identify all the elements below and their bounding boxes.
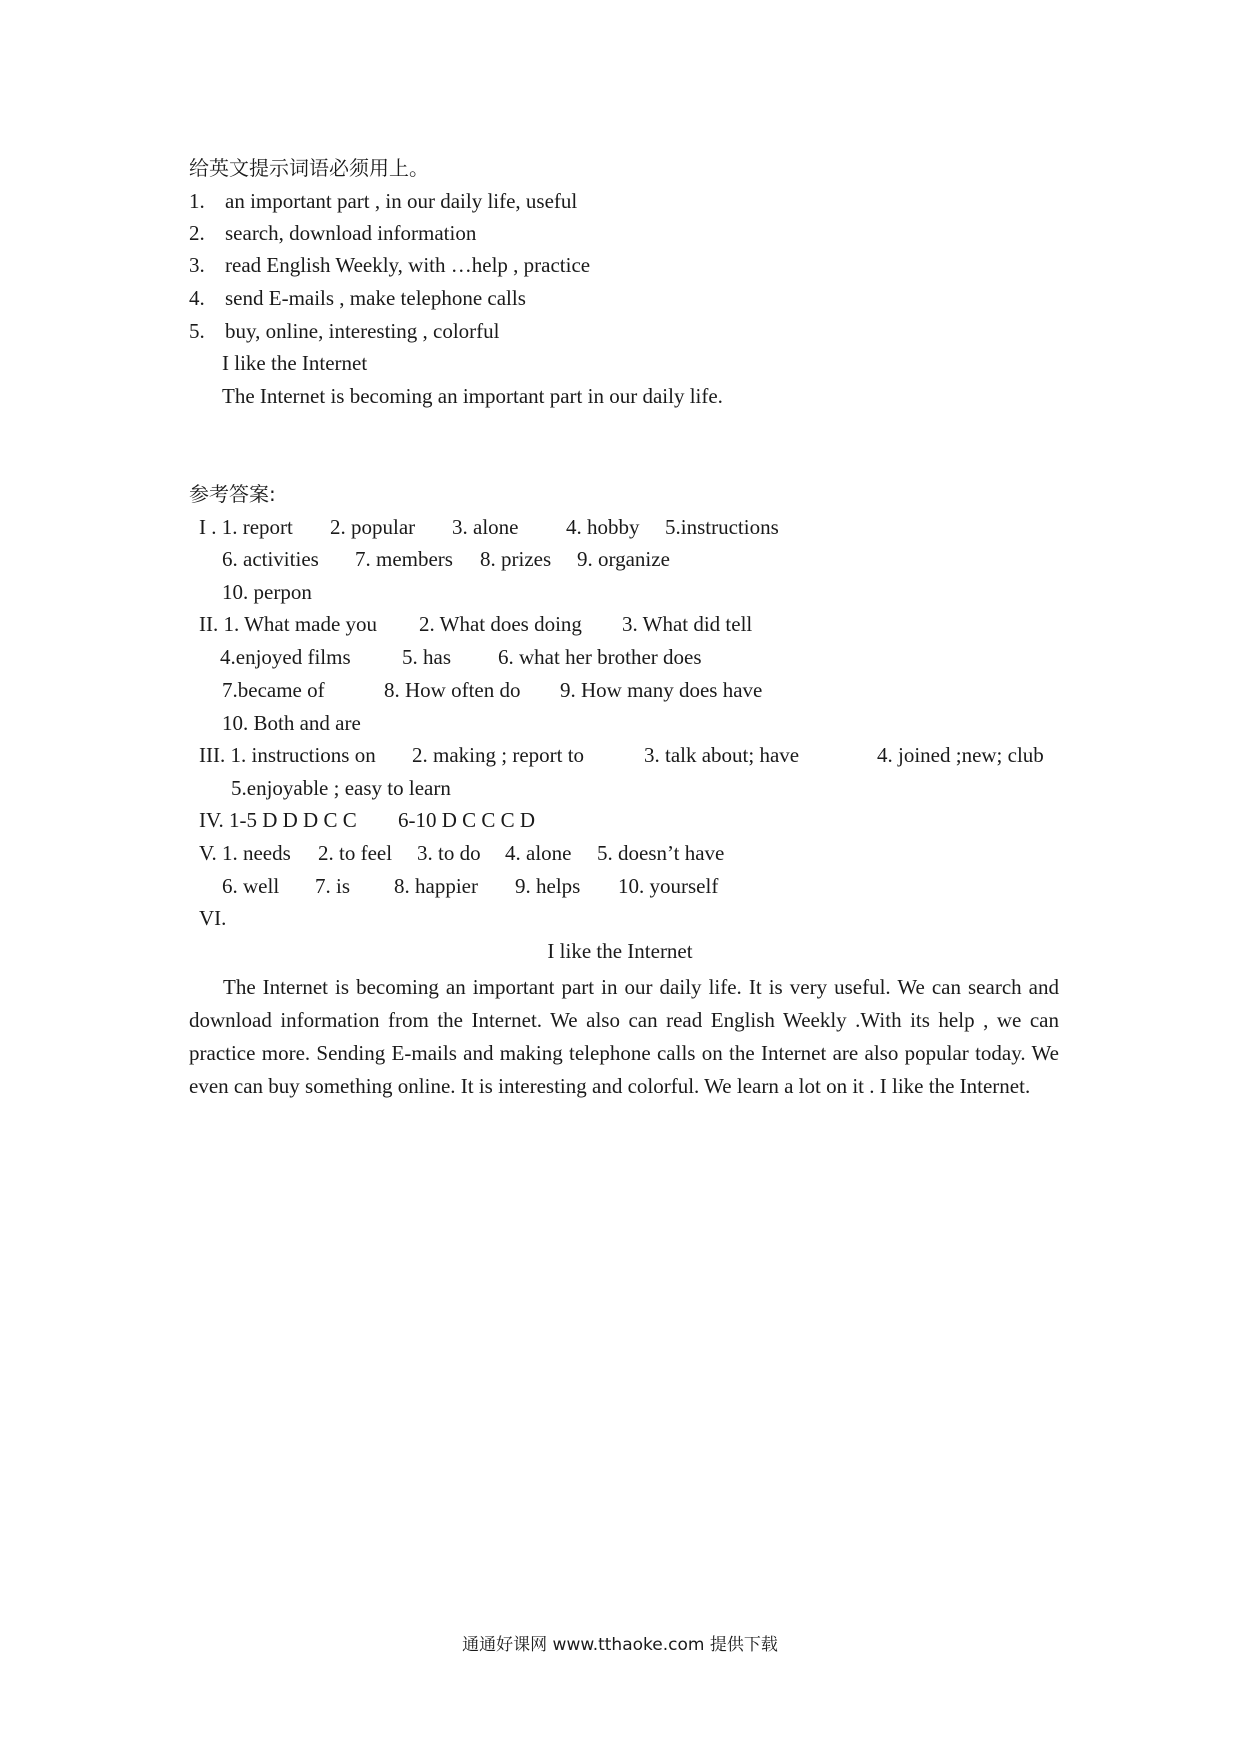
answer-item: 5.enjoyable ; easy to learn xyxy=(231,776,451,800)
answer-item: 8. prizes xyxy=(480,547,552,571)
prompt-number: 2. xyxy=(189,221,205,245)
prompt-text: buy, online, interesting , colorful xyxy=(225,319,500,343)
answer-item: 7. members xyxy=(355,547,453,571)
instruction-text: 给英文提示词语必须用上。 xyxy=(189,156,429,180)
answer-item: 3. alone xyxy=(452,515,519,539)
answer-item: 5. doesn’t have xyxy=(597,841,725,865)
answer-item: 2. making ; report to xyxy=(412,743,585,767)
title-line: I like the Internet xyxy=(222,351,368,375)
prompt-number: 3. xyxy=(189,253,205,277)
answer-item: 4.enjoyed films xyxy=(220,645,351,669)
answer-item: 10. perpon xyxy=(222,580,312,604)
answer-item: 4. hobby xyxy=(566,515,640,539)
answer-item: 8. How often do xyxy=(384,678,521,702)
prompt-number: 1. xyxy=(189,189,205,213)
answer-item: 5.instructions xyxy=(665,515,779,539)
footer-text: 通通好课网 www.tthaoke.com 提供下载 xyxy=(462,1635,778,1655)
prompt-number: 4. xyxy=(189,286,205,310)
answer-item: 10. yourself xyxy=(618,874,719,898)
answer-item: 6. activities xyxy=(222,547,319,571)
answer-item: 9. How many does have xyxy=(560,678,763,702)
answer-item: 6-10 D C C C D xyxy=(398,808,536,832)
prompt-text: read English Weekly, with …help , practice xyxy=(225,253,591,277)
answer-item: 7.became of xyxy=(222,678,325,702)
answer-item: 8. happier xyxy=(394,874,478,898)
answer-item: 3. to do xyxy=(417,841,481,865)
answer-item: 4. alone xyxy=(505,841,572,865)
answers-heading: 参考答案: xyxy=(189,482,276,506)
answer-item: 2. What does doing xyxy=(419,612,582,636)
answer-item: I . 1. report xyxy=(199,515,293,539)
first-sentence: The Internet is becoming an important part in our daily life. xyxy=(222,384,723,408)
essay-title: I like the Internet xyxy=(547,939,693,963)
answer-item: III. 1. instructions on xyxy=(199,743,376,767)
answer-item: 2. to feel xyxy=(318,841,393,865)
answer-item: II. 1. What made you xyxy=(199,612,378,636)
section-6-label: VI. xyxy=(199,906,227,930)
answer-item: 6. well xyxy=(222,874,280,898)
answer-item: 9. organize xyxy=(577,547,670,571)
answer-item: 7. is xyxy=(315,874,351,898)
answer-item: 3. talk about; have xyxy=(644,743,800,767)
answer-item: 4. joined ;new; club xyxy=(877,743,1044,767)
prompt-text: an important part , in our daily life, useful xyxy=(225,189,578,213)
answer-item: 5. has xyxy=(402,645,451,669)
answer-item: 9. helps xyxy=(515,874,581,898)
answer-item: IV. 1-5 D D D C C xyxy=(199,808,357,832)
answer-item: 6. what her brother does xyxy=(498,645,702,669)
essay-body: The Internet is becoming an important part in our daily life. It is very useful. We can search and download information from the Internet. We also can read English Weekly .With its help , we can practice more. Sending E-mails and making telephone calls on the Internet are also popular today. We even can buy something online. It is interesting and colorful. We learn a lot on it . I like the Internet. xyxy=(189,975,1059,1098)
prompt-number: 5. xyxy=(189,319,205,343)
answer-item: V. 1. needs xyxy=(199,841,291,865)
prompt-text: search, download information xyxy=(225,221,477,245)
answer-item: 3. What did tell xyxy=(622,612,753,636)
prompt-text: send E-mails , make telephone calls xyxy=(225,286,526,310)
answer-item: 10. Both and are xyxy=(222,711,361,735)
answer-item: 2. popular xyxy=(330,515,416,539)
